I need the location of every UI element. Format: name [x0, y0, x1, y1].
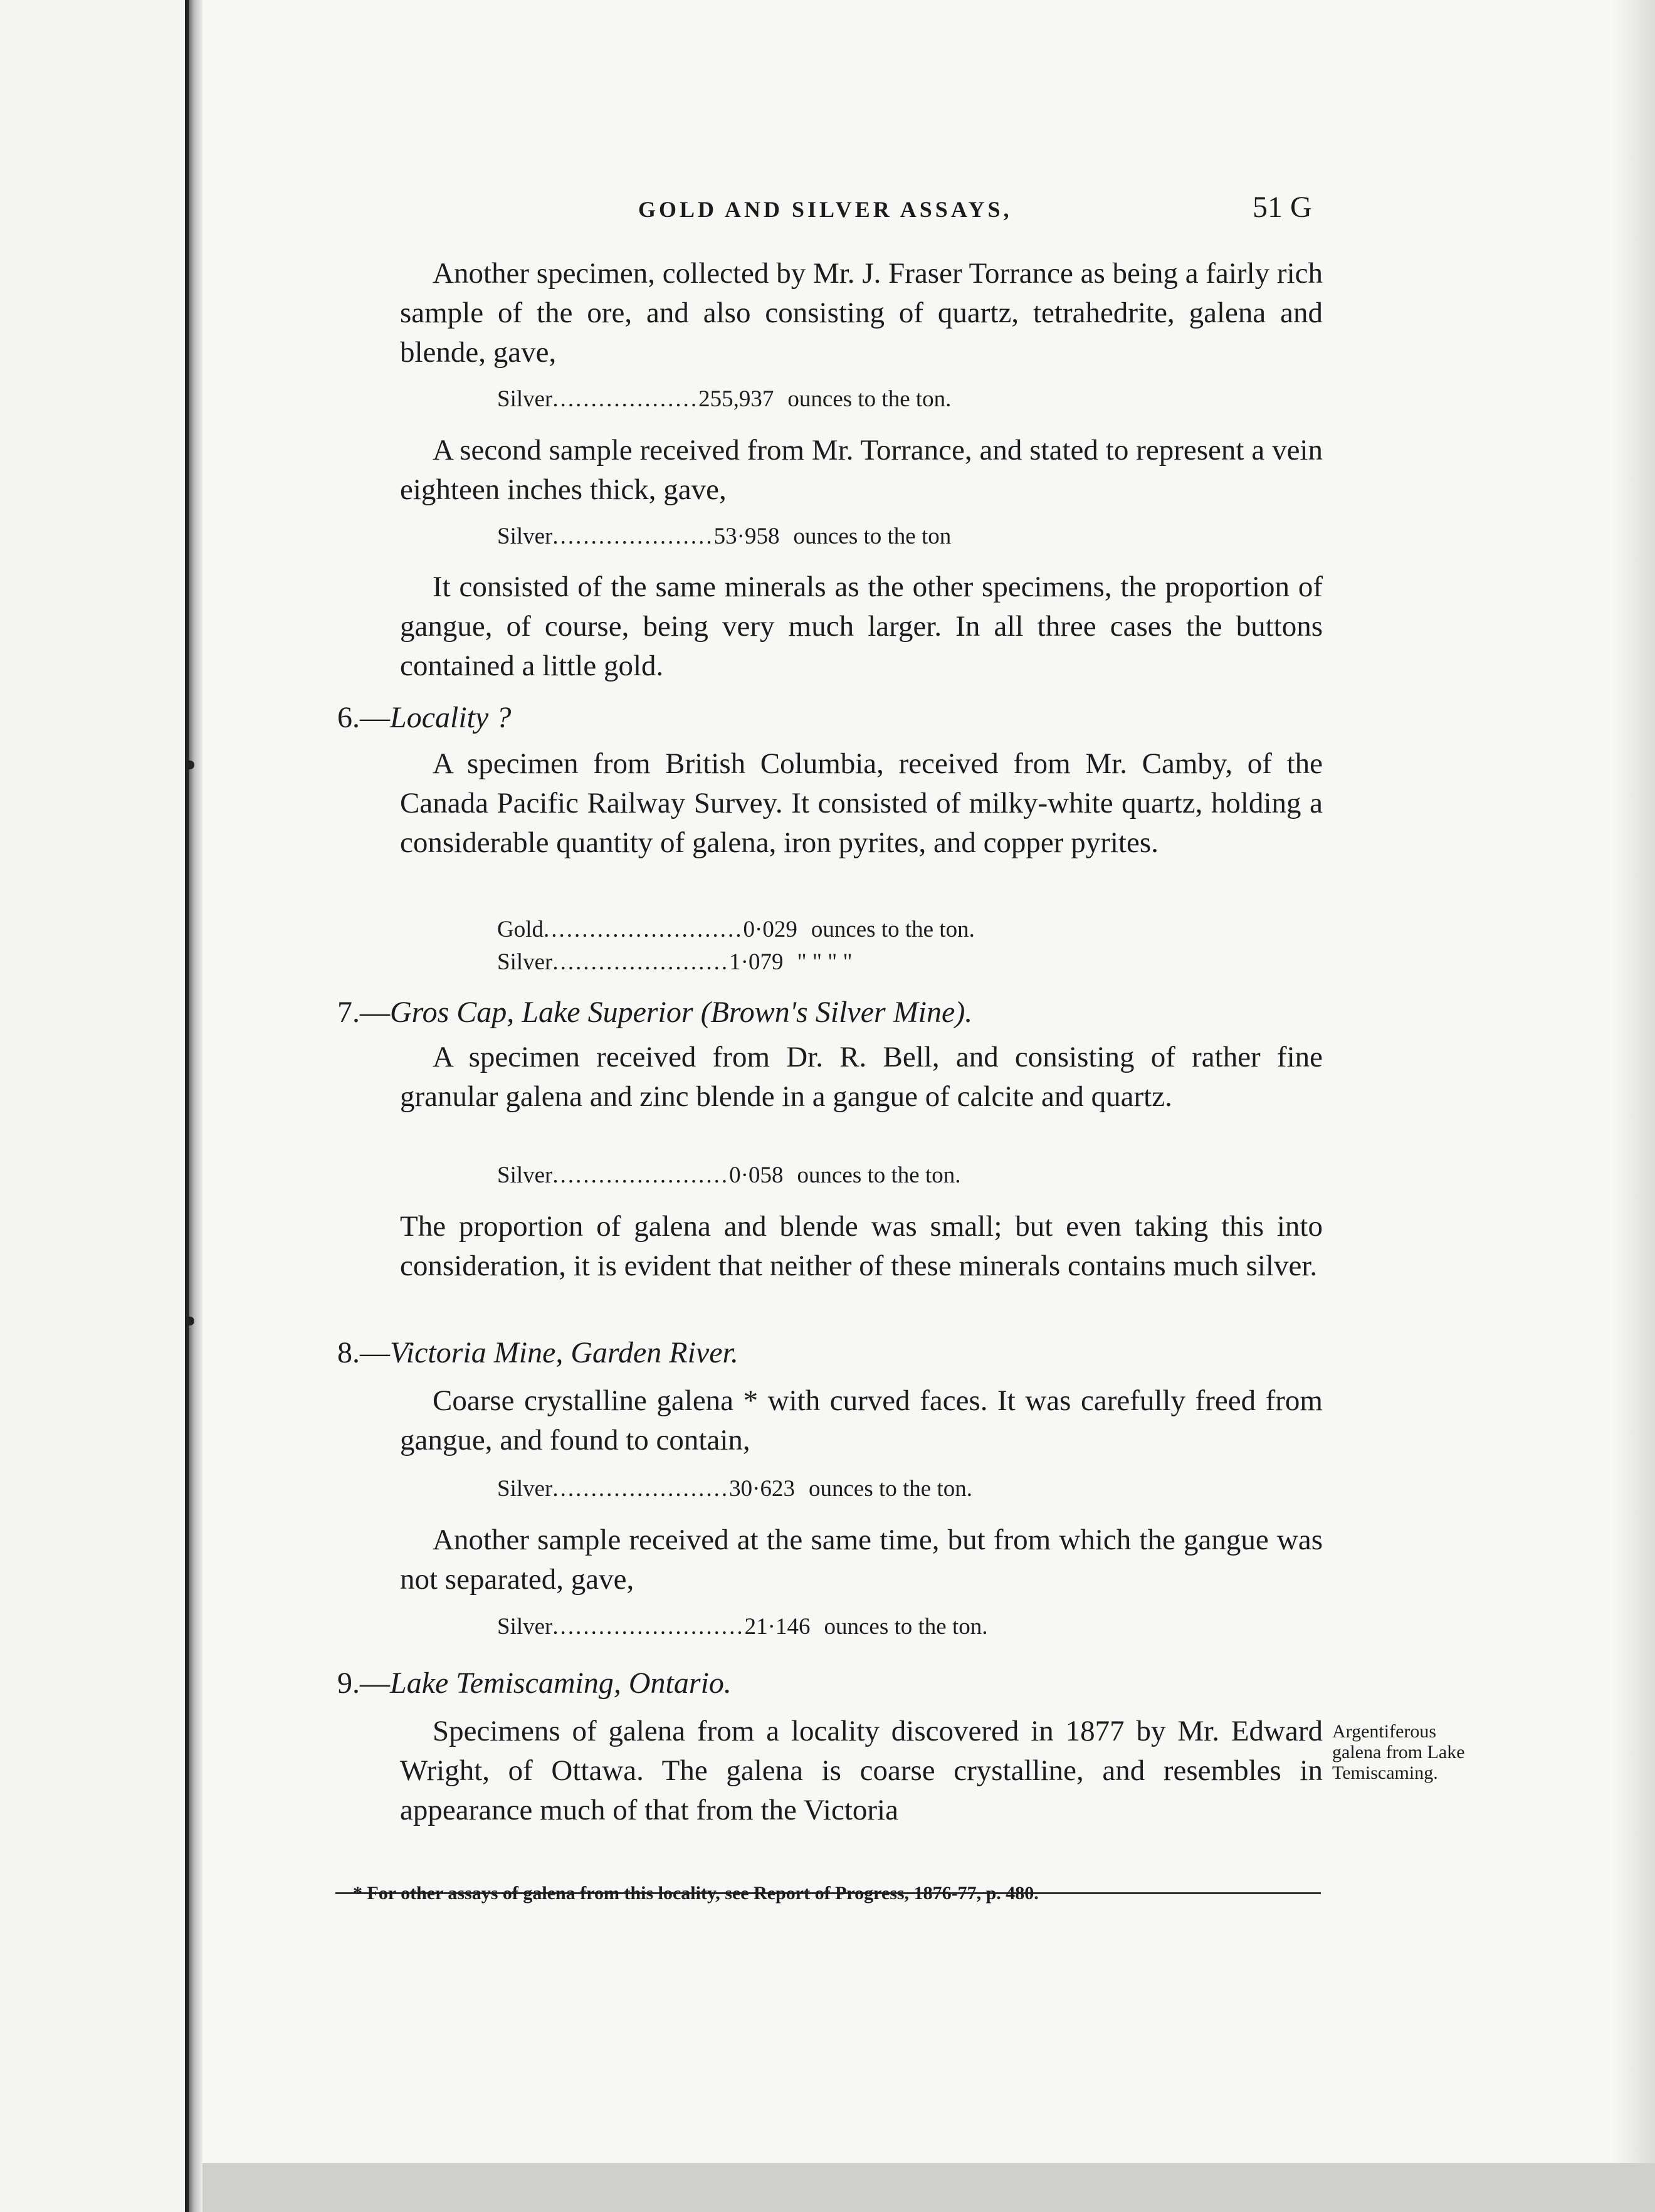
assay-metal: Silver [497, 1162, 553, 1188]
section-heading [337, 1334, 738, 1372]
running-header: GOLD AND SILVER ASSAYS, [638, 197, 1012, 222]
paragraph: Another specimen, collected by Mr. J. Fraser Torrance as being a fairly rich sample of the ore, and also consisting of quartz, tetrahedrite, galena and blende, gave, [400, 257, 1323, 369]
leader-dots: ....................... [552, 1162, 730, 1188]
footnote: * For other assays of galena from this locality, see Report of Progress, 1876-77, p. 480. [353, 1883, 1039, 1904]
assay-metal: Silver [497, 1614, 553, 1640]
assay-result [497, 521, 1249, 552]
section-heading [337, 994, 972, 1031]
assay-result [497, 947, 1249, 978]
assay-unit: ounces to the ton. [808, 1476, 972, 1502]
page-number: 51 G [1253, 191, 1312, 224]
assay-value: 0·029 [743, 917, 797, 942]
assay-result [497, 1611, 1249, 1643]
facing-page [0, 0, 189, 2212]
assay-value: 255,937 [698, 386, 774, 412]
leader-dots: ....................... [552, 1476, 730, 1502]
paragraph: A specimen from British Columbia, received from Mr. Camby, of the Canada Pacific Railway Survey. It consisted of milky-white quartz, holding a considerable quantity of galena, iron pyrites, and copper pyrites. [400, 747, 1323, 859]
assay-unit: ounces to the ton [793, 524, 952, 549]
binding-mark [186, 761, 194, 769]
section-heading [337, 1665, 732, 1702]
assay-metal: Silver [497, 386, 553, 412]
paragraph: Specimens of galena from a locality discovered in 1877 by Mr. Edward Wright, of Ottawa. The galena is coarse crystalline, and resembles in appearance much of that from the Victoria [400, 1715, 1323, 1826]
assay-metal: Silver [497, 949, 553, 975]
assay-result [497, 1473, 1249, 1505]
paragraph: The proportion of galena and blende was small; but even taking this into consideration, it is evident that neither of these minerals contains much silver. [400, 1210, 1323, 1282]
leader-dots: ..................... [552, 524, 714, 549]
leader-dots: ................... [552, 386, 699, 412]
assay-unit: ounces to the ton. [797, 1162, 961, 1188]
section-heading [337, 699, 511, 737]
section-title: Victoria Mine, Garden River. [390, 1336, 738, 1369]
book-gutter [189, 0, 202, 2212]
assay-result [497, 1160, 1249, 1191]
assay-value: 1·079 [729, 949, 784, 975]
paragraph: Coarse crystalline galena * with curved faces. It was carefully freed from gangue, and found to contain, [400, 1384, 1323, 1456]
assay-value: 53·958 [713, 524, 780, 549]
assay-value: 21·146 [744, 1614, 811, 1640]
section-title: Lake Temiscaming, Ontario. [390, 1667, 732, 1700]
paragraph: A specimen received from Dr. R. Bell, and consisting of rather fine granular galena and zinc blende in a gangue of calcite and quartz. [400, 1041, 1323, 1113]
assay-value: 30·623 [729, 1476, 795, 1502]
assay-metal: Silver [497, 1476, 553, 1502]
paragraph: It consisted of the same minerals as the other specimens, the proportion of gangue, of course, being very much larger. In all three cases the buttons contained a little gold. [400, 571, 1323, 682]
section-title: Locality ? [390, 701, 512, 734]
assay-result [497, 914, 1249, 945]
assay-unit: ounces to the ton. [787, 386, 952, 412]
section-number: 9.— [337, 1667, 390, 1700]
assay-unit: " " " " [797, 949, 853, 975]
section-number: 8.— [337, 1336, 390, 1369]
page-edge-shadow [1611, 0, 1655, 2163]
assay-result [497, 384, 1249, 415]
binding-mark [186, 1317, 194, 1325]
margin-note: Argentiferous galena from Lake Temiscaming. [1332, 1721, 1465, 1783]
leader-dots: ......................... [552, 1614, 745, 1640]
assay-metal: Gold [497, 917, 544, 942]
leader-dots: ....................... [552, 949, 730, 975]
page-bottom-margin [202, 2163, 1655, 2212]
leader-dots: .......................... [544, 917, 743, 942]
paragraph: A second sample received from Mr. Torrance, and stated to represent a vein eighteen inches thick, gave, [400, 434, 1323, 506]
assay-value: 0·058 [729, 1162, 784, 1188]
section-number: 7.— [337, 996, 390, 1029]
section-title: Gros Cap, Lake Superior (Brown's Silver Mine). [390, 996, 973, 1029]
assay-unit: ounces to the ton. [824, 1614, 988, 1640]
assay-metal: Silver [497, 524, 553, 549]
section-number: 6.— [337, 701, 390, 734]
assay-unit: ounces to the ton. [811, 917, 975, 942]
paragraph: Another sample received at the same time, but from which the gangue was not separated, gave, [400, 1524, 1323, 1596]
